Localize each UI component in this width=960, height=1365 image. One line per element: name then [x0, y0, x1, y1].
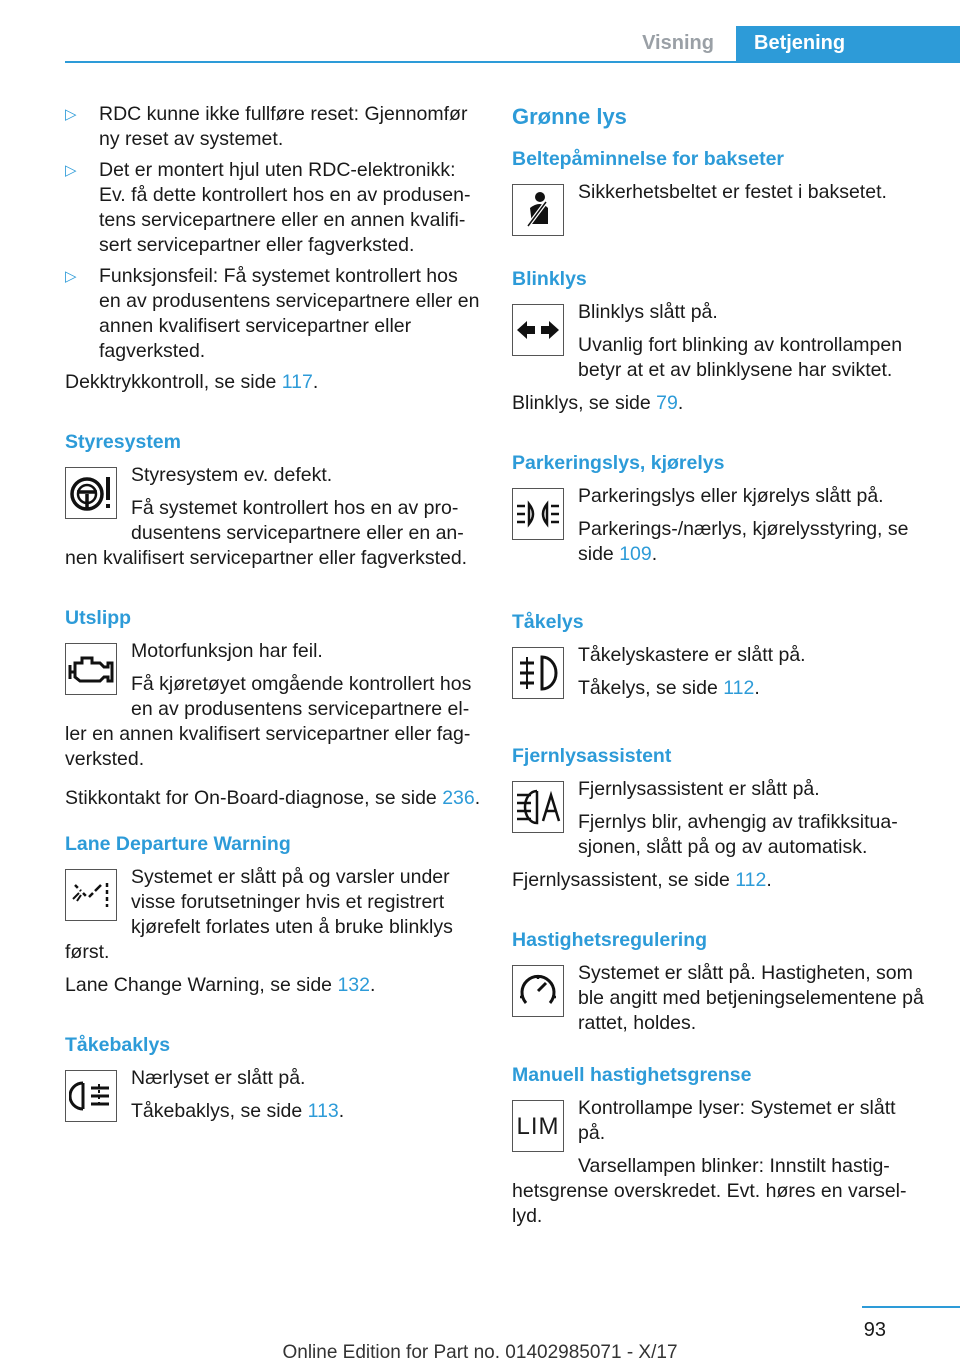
entry-takebaklys: Nærlyset er slått på. Tåkebaklys, se side 113. — [65, 1066, 483, 1132]
page-link[interactable]: 113 — [307, 1100, 339, 1122]
footer-rule — [862, 1306, 960, 1308]
fjern-ref: Fjernlysassistent, se side 112. — [512, 869, 772, 891]
triangle-bullet-icon: ▷ — [65, 162, 77, 179]
section-title-utslipp: Utslipp — [65, 607, 132, 629]
entry-belte: Sikkerhetsbeltet er festet i baksetet. — [512, 180, 926, 242]
bullet-item: ▷ Det er montert hjul uten RDC-elektronikk: Ev. få dette kontrollert hos en av produsentens servicepartnere eller en annen kvalifisert servicepartner eller fagverksted. — [65, 159, 471, 256]
section-title-lane: Lane Departure Warning — [65, 833, 291, 855]
turn-signal-icon — [512, 304, 564, 356]
engine-icon — [65, 643, 117, 695]
bullet-item: ▷ Funksjonsfeil: Få systemet kontrollert hos en av produsentens servicepartnere eller en annen kvalifisert servicepartner eller fagverksted. — [65, 265, 480, 362]
section-title-fjernlys: Fjernlysassistent — [512, 745, 672, 767]
left-column — [65, 102, 483, 1132]
rear-seatbelt-icon — [512, 184, 564, 236]
section-title-blinklys: Blinklys — [512, 268, 587, 290]
section-title-takelys: Tåkelys — [512, 611, 584, 633]
page-link[interactable]: 132 — [337, 974, 370, 996]
speed-limiter-icon: LIM — [512, 1100, 564, 1152]
cruise-control-icon — [512, 965, 564, 1017]
entry-blinklys: Blinklys slått på. Uvanlig fort blinking av kontrollampen betyr at et av blinklysene har sviktet. — [512, 300, 926, 391]
blink-ref: Blinklys, se side 79. — [512, 392, 684, 414]
page-link[interactable]: 112 — [723, 677, 755, 699]
lane-ref: Lane Change Warning, se side 132. — [65, 974, 376, 996]
header-rule — [65, 61, 960, 63]
page-link[interactable]: 79 — [656, 392, 678, 414]
section-title-hastighet: Hastighetsregulering — [512, 929, 708, 951]
bullet-item: ▷ RDC kunne ikke fullføre reset: Gjennomfør ny reset av systemet. — [65, 103, 468, 150]
triangle-bullet-icon: ▷ — [65, 268, 77, 285]
page-number: 93 — [863, 1319, 886, 1341]
entry-lane: Systemet er slått på og varsler under visse forutsetninger hvis et registrert kjørefelt forlates uten å bruke blinklys først. — [65, 866, 453, 963]
high-beam-assist-icon — [512, 781, 564, 833]
section-title-manuell: Manuell hastighetsgrense — [512, 1064, 752, 1086]
tab-visning[interactable]: Visning — [642, 32, 714, 54]
page-link[interactable]: 112 — [735, 869, 767, 891]
page-link[interactable]: 109 — [619, 543, 652, 565]
section-title-parkering: Parkeringslys, kjørelys — [512, 452, 725, 474]
entry-manuell: LIM Kontrollampe lyser: Systemet er slått på. Varsellampen blinker: Innstilt hastighetsgrense overskredet. Evt. høres en varsellyd. — [512, 1097, 907, 1227]
triangle-bullet-icon: ▷ — [65, 106, 77, 123]
tab-betjening[interactable]: Betjening — [736, 26, 960, 62]
right-column — [512, 102, 926, 1237]
edition-footer: Online Edition for Part no. 01402985071 - X/17 — [282, 1342, 678, 1363]
entry-utslipp: Motorfunksjon har feil. Få kjøretøyet omgående kontrollert hos en av produsentens servicepartnere eller en annen kvalifisert servicepartner eller fagverksted. — [65, 640, 472, 770]
entry-styresystem: Styresystem ev. defekt. Få systemet kontrollert hos en av produsentens servicepartnere eller en annen kvalifisert servicepartner eller fagverksted. — [65, 464, 468, 569]
rear-fog-light-icon — [65, 1070, 117, 1122]
steering-warning-icon — [65, 467, 117, 519]
page-link[interactable]: 117 — [281, 371, 313, 393]
page-link[interactable]: 236 — [442, 787, 475, 809]
entry-takelys: Tåkelyskastere er slått på. Tåkelys, se side 112. — [512, 643, 926, 709]
lane-departure-icon — [65, 869, 117, 921]
section-title-gronne-lys: Grønne lys — [512, 104, 627, 129]
section-title-belte: Beltepåminnelse for bakseter — [512, 148, 785, 170]
front-fog-light-icon — [512, 647, 564, 699]
dekk-ref: Dekktrykkontroll, se side 117. — [65, 371, 319, 393]
stikk-ref: Stikkontakt for On-Board-diagnose, se side 236. — [65, 787, 481, 809]
section-title-takebaklys: Tåkebaklys — [65, 1034, 171, 1056]
entry-hastighet: Systemet er slått på. Hastigheten, som ble angitt med betjeningselementene på rattet, holdes. — [512, 961, 926, 1044]
entry-fjernlys: Fjernlysassistent er slått på. Fjernlys blir, avhengig av trafikksituasjonen, slått på og av automatisk. — [512, 777, 926, 868]
section-title-styresystem: Styresystem — [65, 431, 181, 453]
entry-parkering: Parkeringslys eller kjørelys slått på. Parkerings-/nærlys, kjørelysstyring, se side 109. — [512, 484, 926, 575]
parking-light-icon — [512, 488, 564, 540]
